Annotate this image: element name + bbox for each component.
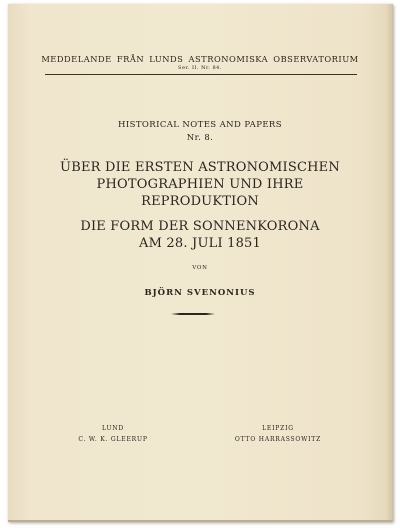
imprint-right-publisher: OTTO HARRASSOWITZ xyxy=(234,436,322,443)
series-number: Ser. II. Nr. 84. xyxy=(178,65,222,71)
imprint-left-publisher: C. W. K. GLEERUP xyxy=(78,436,148,443)
title-line-3: REPRODUKTION xyxy=(141,194,259,209)
byline-von: VON xyxy=(192,265,208,271)
series-title: MEDDELANDE FRÅN LUNDS ASTRONOMISKA OBSERVATORIUM xyxy=(41,54,359,64)
title-line-5: AM 28. JULI 1851 xyxy=(139,236,261,251)
header-rule xyxy=(45,74,357,75)
imprint-left-city: LUND xyxy=(102,425,124,432)
collection-heading: HISTORICAL NOTES AND PAPERS xyxy=(118,120,282,130)
author-name: BJÖRN SVENONIUS xyxy=(144,288,256,298)
title-line-2: PHOTOGRAPHIEN UND IHRE xyxy=(96,177,304,192)
collection-number: Nr. 8. xyxy=(186,133,214,143)
ornament-rule xyxy=(171,313,215,315)
title-line-4: DIE FORM DER SONNENKORONA xyxy=(80,219,320,234)
imprint-right-city: LEIPZIG xyxy=(262,425,294,432)
title-line-1: ÜBER DIE ERSTEN ASTRONOMISCHEN xyxy=(60,160,340,175)
title-page xyxy=(8,4,393,522)
imprint-leipzig xyxy=(218,423,338,445)
imprint-lund xyxy=(58,423,168,445)
